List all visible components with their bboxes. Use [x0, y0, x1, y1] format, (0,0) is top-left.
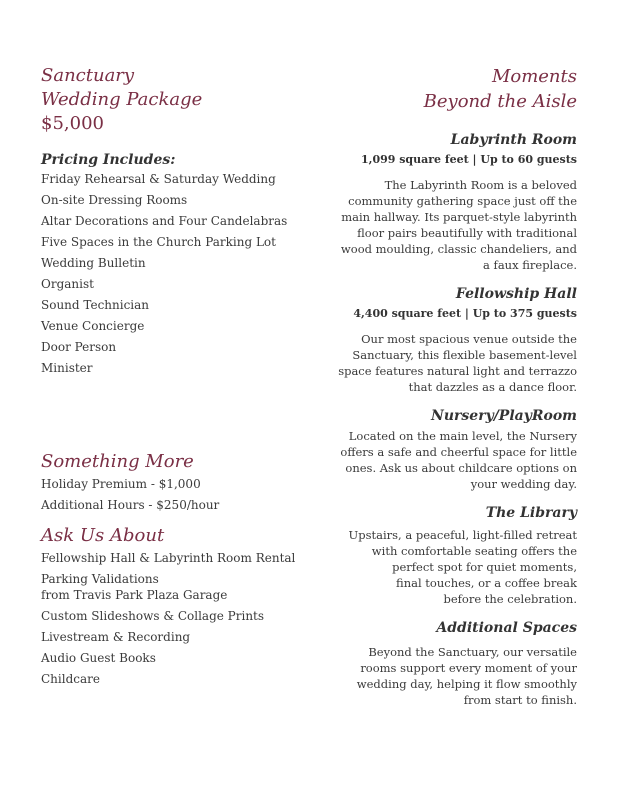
venue-desc-line: ones. Ask us about childcare options on: [345, 461, 577, 475]
moments-title-line1: Moments: [491, 66, 577, 87]
venue-desc-line: Upstairs, a peaceful, light-filled retreat: [348, 528, 577, 542]
something-more-list: [41, 477, 311, 512]
venue-name: Labyrinth Room: [450, 132, 577, 148]
venue-desc-line: floor pairs beautifully with traditional: [357, 226, 577, 240]
venue-name: Additional Spaces: [436, 620, 577, 636]
venue-name: The Library: [485, 505, 577, 521]
package-price: $5,000: [41, 113, 104, 134]
ask-us-list: [41, 551, 311, 686]
venue-desc-line: community gathering space just off the: [348, 194, 577, 208]
list-item: Minister: [41, 361, 93, 375]
list-item: from Travis Park Plaza Garage: [41, 588, 228, 602]
venue-name: Nursery/PlayRoom: [431, 408, 577, 424]
package-title-line2: Wedding Package: [41, 89, 203, 110]
right-column: [327, 64, 577, 708]
list-item: Venue Concierge: [41, 319, 145, 333]
venue-desc-line: Sanctuary, this flexible basement-level: [352, 348, 577, 362]
list-item: Custom Slideshows & Collage Prints: [41, 609, 265, 623]
pricing-includes-heading: Pricing Includes:: [41, 152, 176, 168]
list-item: Five Spaces in the Church Parking Lot: [41, 235, 276, 249]
package-title-line1: Sanctuary: [41, 65, 135, 86]
venue-desc-line: final touches, or a coffee break: [396, 576, 577, 590]
venue-desc-line: The Labyrinth Room is a beloved: [384, 178, 577, 192]
package-title-block: [41, 64, 311, 136]
includes-list: [41, 172, 311, 375]
venue-fellowship-hall: [327, 285, 577, 395]
venue-description: [327, 331, 577, 395]
list-item: Wedding Bulletin: [41, 256, 146, 270]
venue-meta: 1,099 square feet | Up to 60 guests: [360, 153, 577, 166]
venue-desc-line: perfect spot for quiet moments,: [392, 560, 577, 574]
venue-labyrinth-room: [327, 131, 577, 273]
moments-title-line2: Beyond the Aisle: [423, 91, 577, 112]
list-item: Livestream & Recording: [41, 630, 191, 644]
list-item: Door Person: [41, 340, 117, 354]
venue-desc-line: that dazzles as a dance floor.: [408, 380, 577, 394]
venue-desc-line: your wedding day.: [470, 477, 577, 491]
venue-desc-line: Located on the main level, the Nursery: [348, 429, 577, 443]
list-item: Additional Hours - $250/hour: [41, 498, 220, 512]
venue-desc-line: offers a safe and cheerful space for little: [340, 445, 577, 459]
venue-desc-line: from start to finish.: [463, 693, 577, 707]
list-item: Organist: [41, 277, 94, 291]
list-item: Childcare: [41, 672, 100, 686]
venue-desc-line: Beyond the Sanctuary, our versatile: [368, 645, 577, 659]
list-item: Holiday Premium - $1,000: [41, 477, 201, 491]
venue-the-library: [327, 504, 577, 607]
venue-desc-line: Our most spacious venue outside the: [361, 332, 577, 346]
list-item: Friday Rehearsal & Saturday Wedding: [41, 172, 276, 186]
venue-description: [327, 644, 577, 708]
list-item: Sound Technician: [41, 298, 150, 312]
venue-desc-line: rooms support every moment of your: [360, 661, 577, 675]
venue-desc-line: space features natural light and terrazzo: [338, 364, 577, 378]
list-item: Altar Decorations and Four Candelabras: [41, 214, 288, 228]
venue-desc-line: wood moulding, classic chandeliers, and: [340, 242, 577, 256]
venue-desc-line: before the celebration.: [443, 592, 577, 606]
venue-additional-spaces: [327, 619, 577, 708]
venue-description: [327, 527, 577, 607]
venue-nursery-playroom: [327, 407, 577, 492]
list-item: On-site Dressing Rooms: [41, 193, 188, 207]
list-item: Fellowship Hall & Labyrinth Room Rental: [41, 551, 296, 565]
venue-name: Fellowship Hall: [455, 286, 577, 302]
something-more-heading: Something More: [41, 451, 194, 472]
venue-desc-line: main hallway. Its parquet-style labyrinth: [341, 210, 577, 224]
venue-description: [327, 177, 577, 273]
list-item: Parking Validations: [41, 572, 159, 586]
venue-desc-line: wedding day, helping it flow smoothly: [356, 677, 577, 691]
list-item: Audio Guest Books: [41, 651, 156, 665]
ask-us-heading: Ask Us About: [41, 525, 165, 546]
venue-desc-line: a faux fireplace.: [483, 258, 577, 272]
left-column: [41, 64, 311, 686]
venue-meta: 4,400 square feet | Up to 375 guests: [353, 307, 577, 320]
venue-desc-line: with comfortable seating offers the: [371, 544, 577, 558]
venue-description: [327, 428, 577, 492]
